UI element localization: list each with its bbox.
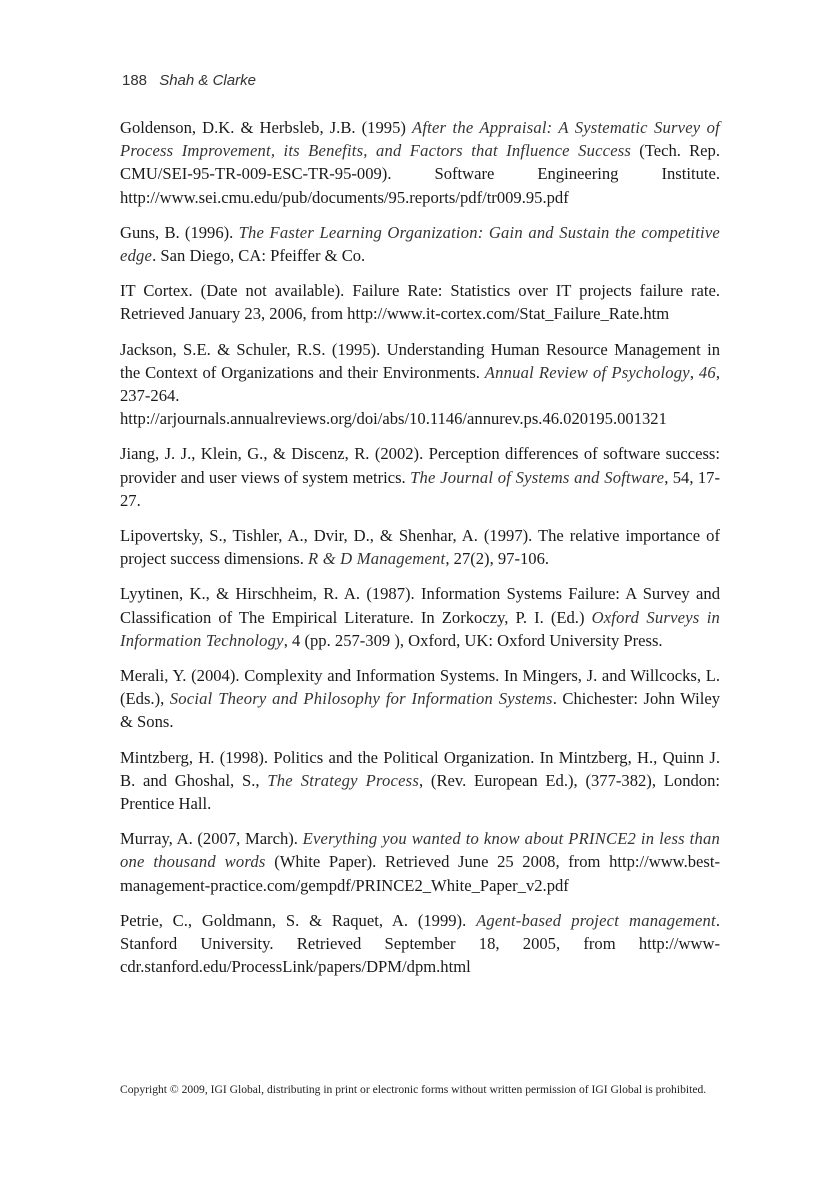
reference-text: Petrie, C., Goldmann, S. & Raquet, A. (1999).	[120, 910, 477, 930]
reference-text: Guns, B. (1996).	[120, 222, 239, 242]
reference-entry	[120, 827, 720, 897]
reference-title: The Journal of Systems and Software	[410, 467, 665, 487]
reference-title: After the Appraisal: A Systematic Survey of Process Improvement, its Benefits, and Factors that Influence Success	[120, 118, 720, 161]
reference-text: , 54, 17-27.	[120, 467, 720, 510]
reference-entry	[120, 279, 720, 325]
reference-entry	[120, 442, 720, 512]
reference-text: Mintzberg, H. (1998). Politics and the Political Organization. In Mintzberg, H., Quinn J. B. and Ghoshal, S.,	[120, 747, 720, 790]
reference-list	[120, 116, 720, 991]
reference-text: , (Rev. European Ed.), (377-382), London: Prentice Hall.	[120, 770, 720, 814]
reference-text: Jackson, S.E. & Schuler, R.S. (1995). Understanding Human Resource Management in the Context of Organizations and their Environments.	[120, 339, 720, 382]
reference-title: Everything you wanted to know about PRINCE2 in less than one thousand words	[120, 829, 720, 872]
reference-entry	[120, 338, 720, 431]
reference-title: The Faster Learning Organization: Gain and Sustain the competitive edge	[120, 222, 720, 266]
reference-text: Murray, A. (2007, March).	[120, 829, 303, 849]
reference-title: The Strategy Process	[267, 770, 419, 790]
reference-volume: 46	[698, 362, 716, 382]
reference-text: Lyytinen, K., & Hirschheim, R. A. (1987). Information Systems Failure: A Survey and Classification of The Empirical Literature. In Zorkoczy, P. I. (Ed.)	[120, 584, 720, 627]
reference-text: (Tech. Rep. CMU/SEI-95-TR-009-ESC-TR-95-009). Software Engineering Institute. http://www.sei.cmu.edu/pub/documents/95.reports/pdf/tr009.95.pdf	[120, 141, 720, 207]
reference-title: Annual Review of Psychology	[484, 362, 690, 382]
reference-text: Goldenson, D.K. & Herbsleb, J.B. (1995)	[120, 118, 413, 137]
reference-text: . Stanford University. Retrieved September 18, 2005, from http://www-cdr.stanford.edu/ProcessLink/papers/DPM/dpm.html	[120, 910, 720, 977]
reference-text: Lipovertsky, S., Tishler, A., Dvir, D., & Shenhar, A. (1997). The relative importance of project success dimensions.	[120, 526, 720, 569]
reference-text: . San Diego, CA: Pfeiffer & Co.	[152, 246, 366, 266]
reference-text: Jiang, J. J., Klein, G., & Discenz, R. (2002). Perception differences of software success: provider and user views of system metrics.	[120, 444, 720, 487]
reference-text: . Chichester: John Wiley & Sons.	[120, 689, 721, 732]
reference-entry	[120, 221, 720, 267]
reference-text: (White Paper). Retrieved June 25 2008, from http://www.best-management-practice.com/gempdf/PRINCE2_White_Paper_v2.pdf	[120, 852, 720, 895]
reference-text: IT Cortex. (Date not available). Failure Rate: Statistics over IT projects failure rate. Retrieved January 23, 2006, from http://www.it-cortex.com/Stat_Failure_Rate.htm	[120, 281, 720, 324]
reference-entry	[120, 746, 720, 816]
reference-text: Merali, Y. (2004). Complexity and Information Systems. In Mingers, J. and Willcocks, L. (Eds.),	[120, 666, 720, 709]
reference-title: R & D Management	[308, 549, 446, 569]
reference-entry	[120, 909, 720, 979]
reference-title: Oxford Surveys in Information Technology	[120, 607, 721, 650]
copyright-notice: Copyright © 2009, IGI Global, distributing in print or electronic forms without written permission of IGI Global is prohibited.	[120, 1083, 707, 1096]
reference-entry	[120, 524, 720, 570]
reference-entry	[120, 582, 720, 652]
running-header	[122, 72, 256, 89]
reference-title: Agent-based project management	[476, 910, 716, 930]
reference-text: ,	[689, 362, 699, 382]
reference-text: , 237-264. http://arjournals.annualreviews.org/doi/abs/10.1146/annurev.ps.46.020195.001321	[120, 362, 720, 429]
reference-entry	[120, 664, 720, 734]
reference-text: , 27(2), 97-106.	[445, 549, 550, 569]
running-header-authors: Shah & Clarke	[159, 72, 256, 89]
reference-title: Social Theory and Philosophy for Information Systems	[169, 689, 553, 709]
reference-text: , 4 (pp. 257-309 ), Oxford, UK: Oxford University Press.	[283, 630, 663, 650]
reference-entry	[120, 116, 720, 209]
page-number: 188	[122, 72, 148, 89]
